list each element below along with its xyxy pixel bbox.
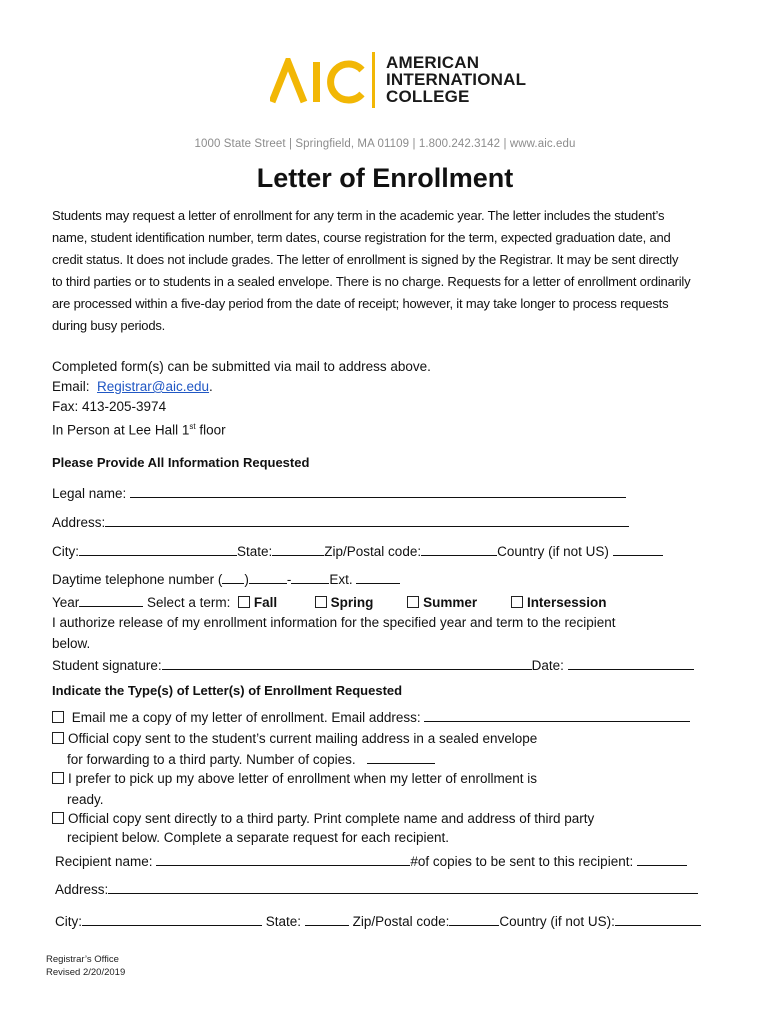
select-term-label: Select a term: [147,595,231,610]
third-party-checkbox[interactable] [52,812,64,824]
recipient-copies-label: #of copies to be sent to this recipient: [410,854,634,869]
logo-wordmark [386,54,526,105]
recipient-zip-label: Zip/Postal code: [352,914,450,929]
fall-checkbox[interactable] [238,596,250,608]
recipient-state-field[interactable] [305,913,349,926]
area-code-field[interactable] [222,571,244,584]
phone-row [52,571,400,587]
logo-divider [372,52,375,108]
address-label: Address: [52,515,106,530]
city-label: City: [52,544,79,559]
phone-label: Daytime telephone number ( [52,572,223,587]
state-field[interactable] [272,543,324,556]
option-email-row [52,709,690,725]
mail-copy-checkbox[interactable] [52,732,64,744]
intro-line: Students may request a letter of enrollment for any term in the academic year. The letter includes the student’s [52,208,665,223]
aic-logo-mark [270,58,366,104]
date-field[interactable] [568,657,694,670]
mail-copies-row [67,751,435,767]
country-label: Country (if not US) [497,544,609,559]
legal-name-field[interactable] [130,485,626,498]
phone-dash: - [286,572,292,587]
pickup-label: I prefer to pick up my above letter of enrollment when my letter of enrollment is [68,771,537,786]
signature-label: Student signature: [52,658,162,673]
logo-line: AMERICAN [386,53,480,72]
recipient-city-row [55,913,701,929]
recipient-copies-field[interactable] [637,853,687,866]
date-label: Date: [531,658,564,673]
recipient-name-field[interactable] [156,853,410,866]
recipient-country-label: Country (if not US): [499,914,615,929]
footer [46,953,125,979]
intro-line: to third parties or to students in a sealed envelope. There is no charge. Requests for a letter of enrollment ordinarily [52,274,691,289]
phone-number-field[interactable] [291,571,329,584]
recipient-name-label: Recipient name: [55,854,153,869]
intro-line: during busy periods. [52,318,166,333]
in-person-text: In Person at Lee Hall 1 [52,422,190,438]
fax-line: Fax: 413-205-3974 [52,399,167,414]
ext-field[interactable] [356,571,400,584]
logo-line: INTERNATIONAL [386,70,527,89]
in-person-sup: st [189,422,196,431]
legal-name-row [52,485,626,501]
city-field[interactable] [79,543,237,556]
registrar-email-link[interactable]: Registrar@aic.edu [97,379,210,394]
pickup-checkbox[interactable] [52,772,64,784]
zip-label: Zip/Postal code: [324,544,422,559]
option-pickup-row [52,771,537,786]
option-third-party-row [52,811,594,826]
intro-paragraph [52,205,712,337]
summer-label: Summer [423,595,478,610]
spring-checkbox[interactable] [315,596,327,608]
email-copy-label: Email me a copy of my letter of enrollment. Email address: [71,710,421,725]
term-row [52,594,606,610]
country-field[interactable] [613,543,663,556]
recipient-address-row [55,881,698,897]
year-field[interactable] [79,594,143,607]
zip-field[interactable] [421,543,497,556]
address-row [52,514,629,530]
third-party-label: Official copy sent directly to a third party. Print complete name and address of third party [68,811,595,826]
email-suffix: . [209,379,213,394]
authorize-line: below. [52,636,91,651]
email-label: Email: [52,379,90,394]
page-title: Letter of Enrollment [256,163,514,193]
phone-prefix-field[interactable] [249,571,287,584]
section-title-types: Indicate the Type(s) of Letter(s) of Enrollment Requested [52,683,403,698]
year-label: Year [52,595,80,610]
intro-line: credit status. It does not include grades. The letter of enrollment is signed by the Registrar. It may be sent directly [52,252,679,267]
recipient-city-field[interactable] [82,913,262,926]
signature-field[interactable] [162,657,532,670]
mail-copy-label: Official copy sent to the student’s current mailing address in a sealed envelope [68,731,538,746]
intersession-checkbox[interactable] [511,596,523,608]
pickup-label-2: ready. [67,792,104,807]
email-line [52,377,431,397]
ext-label: Ext. [329,572,353,587]
logo-line: COLLEGE [386,87,470,106]
legal-name-label: Legal name: [52,486,127,501]
fall-label: Fall [253,595,278,610]
in-person-line [52,417,431,441]
copies-field[interactable] [367,751,435,764]
signature-row [52,657,694,673]
city-row [52,543,663,559]
mail-copy-label-2: for forwarding to a third party. Number of copies. [67,752,356,767]
phone-close: ) [244,572,249,587]
footer-office: Registrar’s Office [46,954,119,965]
section-title-info: Please Provide All Information Requested [52,455,310,470]
in-person-suffix: floor [195,422,226,438]
intersession-label: Intersession [526,595,607,610]
option-mail-row [52,731,537,746]
recipient-name-row [55,853,687,869]
email-copy-checkbox[interactable] [52,711,64,723]
college-address: 1000 State Street | Springfield, MA 01109 | 1.800.242.3142 | www.aic.edu [194,138,576,150]
intro-line: are processed within a five-day period from the date of receipt; however, it may take longer to process requests [52,296,669,311]
recipient-address-label: Address: [55,882,109,897]
intro-line: name, student identification number, term dates, course registration for the term, expected graduation date, and [52,230,671,245]
third-party-label-2: recipient below. Complete a separate request for each recipient. [67,830,449,845]
summer-checkbox[interactable] [407,596,419,608]
spring-label: Spring [330,595,374,610]
recipient-country-field[interactable] [615,913,701,926]
contact-info [52,357,431,441]
state-label: State: [237,544,273,559]
address-field[interactable] [105,514,629,527]
recipient-state-label: State: [265,914,302,929]
authorize-line: I authorize release of my enrollment information for the specified year and term to the recipient [52,615,616,630]
footer-revised: Revised 2/20/2019 [46,967,126,978]
recipient-zip-field[interactable] [449,913,499,926]
submit-text: Completed form(s) can be submitted via mail to address above. [52,359,431,374]
recipient-city-label: City: [55,914,82,929]
email-address-field[interactable] [424,709,690,722]
recipient-address-field[interactable] [108,881,698,894]
